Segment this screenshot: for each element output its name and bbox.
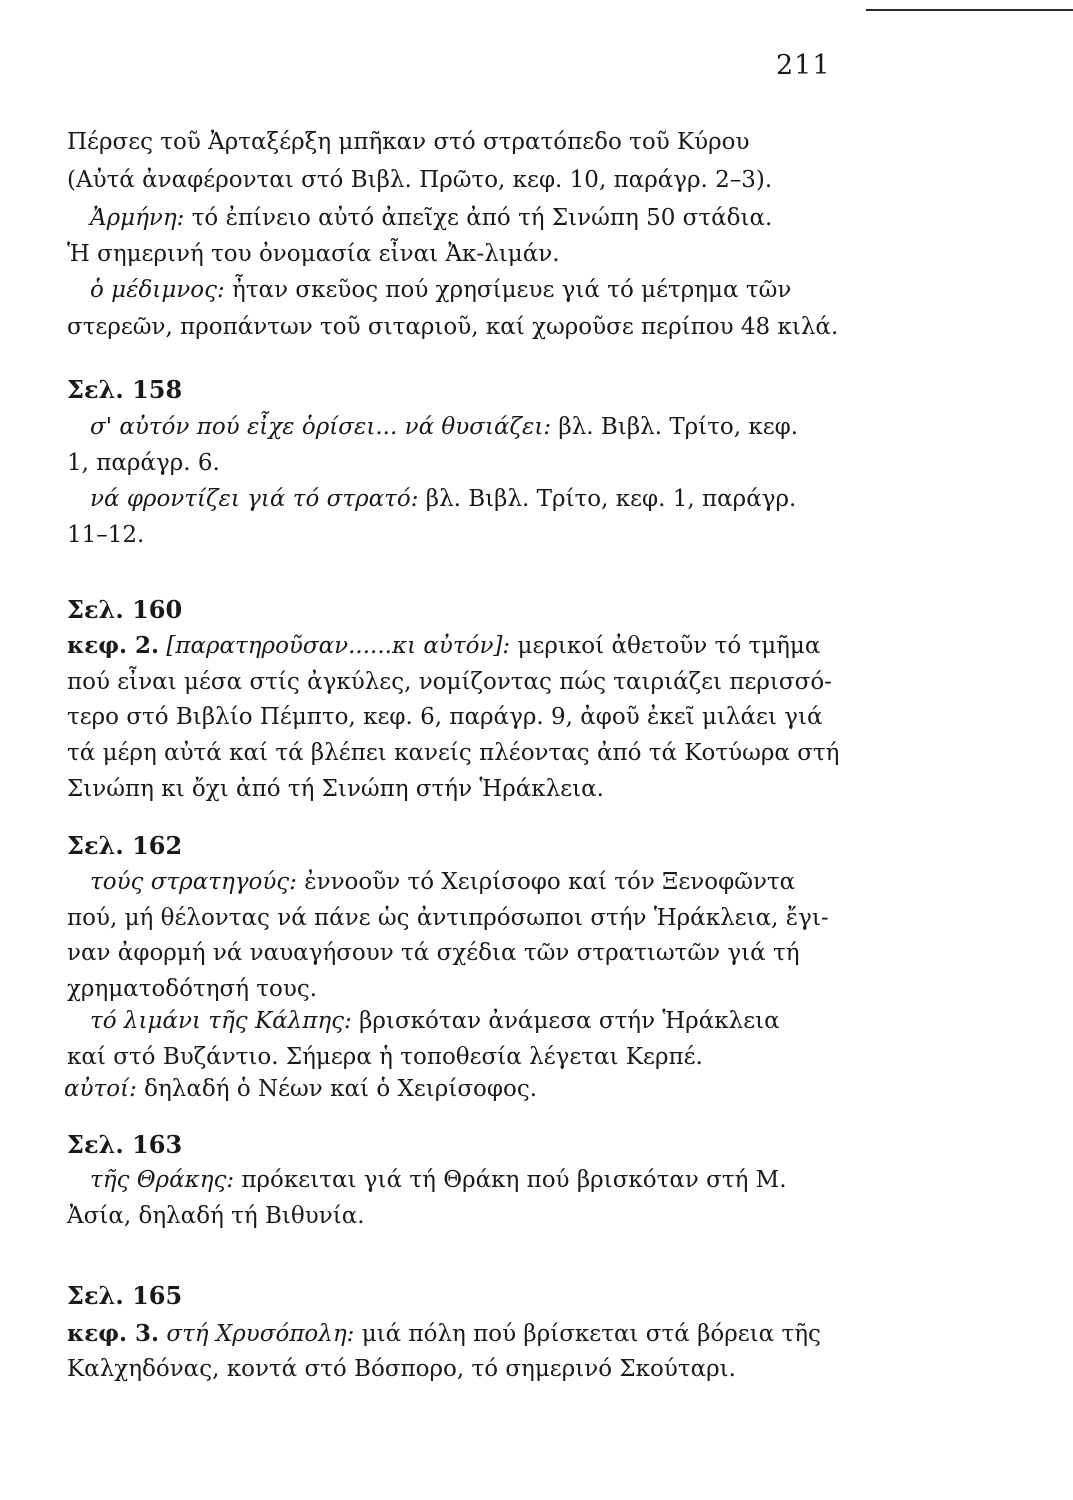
page-number: 211 (776, 50, 831, 81)
text-line: Ἀσία, δηλαδή τή Βιθυνία. (67, 1203, 365, 1229)
note-strategous (90, 870, 795, 895)
note-term: [παρατηροῦσαν......κι αὐτόν]: (166, 633, 511, 659)
section-heading-163: Σελ. 163 (67, 1130, 183, 1159)
text-line: Πέρσες τοῦ Ἀρταξέρξη μπῆκαν στό στρατόπεδο τοῦ Κύρου (67, 129, 750, 155)
note-term: τό λιμάνι τῆς Κάλπης: (90, 1008, 352, 1034)
section-heading-165: Σελ. 165 (67, 1281, 183, 1310)
text-line: στερεῶν, προπάντων τοῦ σιταριοῦ, καί χωροῦσε περίπου 48 κιλά. (67, 314, 839, 340)
note-text: μιά πόλη πού βρίσκεται στά βόρεια τῆς (361, 1321, 821, 1347)
text-line: 11–12. (67, 522, 145, 548)
text-line: χρηματοδότησή τους. (67, 976, 318, 1002)
note-text: τό ἐπίνειο αὐτό ἀπεῖχε ἀπό τή Σινώπη 50 στάδια. (191, 205, 773, 231)
note-term: τῆς Θράκης: (90, 1167, 235, 1193)
text-line: τά μέρη αὐτά καί τά βλέπει κανείς πλέοντας ἀπό τά Κοτύωρα στή (67, 740, 840, 766)
text-line: πού, μή θέλοντας νά πάνε ὡς ἀντιπρόσωποι στήν Ἡράκλεια, ἔγι- (67, 905, 829, 931)
note-term: στή Χρυσόπολη: (166, 1321, 355, 1347)
note-chrysopoli (67, 1321, 821, 1347)
note-armene (90, 206, 772, 231)
note-term: σ' αὐτόν πού εἶχε ὁρίσει... νά θυσιάζει: (90, 414, 552, 440)
section-heading-162: Σελ. 162 (67, 831, 183, 860)
note-frontizei (90, 487, 796, 512)
note-text: πρόκειται γιά τή Θράκη πού βρισκόταν στή Μ. (241, 1167, 787, 1193)
note-text: δηλαδή ὁ Νέων καί ὁ Χειρίσοφος. (144, 1076, 538, 1102)
chapter-label: κεφ. 3. (67, 1320, 160, 1347)
note-text: βλ. Βιβλ. Τρίτο, κεφ. (558, 414, 799, 440)
note-thrakes (90, 1168, 787, 1193)
note-term: νά φροντίζει γιά τό στρατό: (90, 486, 419, 512)
note-paratirousan (67, 633, 820, 659)
note-term: αὐτοί: (64, 1076, 137, 1102)
note-kalpes (90, 1009, 780, 1034)
note-thysiazei (90, 415, 798, 440)
text-line: Σινώπη κι ὄχι ἀπό τή Σινώπη στήν Ἡράκλεια. (67, 776, 604, 802)
note-term: ὁ μέδιμνος: (90, 277, 225, 303)
note-term: τούς στρατηγούς: (90, 869, 297, 895)
text-line: Καλχηδόνας, κοντά στό Βόσπορο, τό σημερινό Σκούταρι. (67, 1356, 736, 1382)
section-heading-160: Σελ. 160 (67, 595, 183, 624)
chapter-label: κεφ. 2. (67, 632, 160, 659)
text-line: Ἡ σημερινή του ὀνομασία εἶναι Ἀκ-λιμάν. (67, 241, 560, 267)
text-line: τερο στό Βιβλίο Πέμπτο, κεφ. 6, παράγρ. 9, ἀφοῦ ἐκεῖ μιλάει γιά (67, 704, 823, 730)
note-text: βρισκόταν ἀνάμεσα στήν Ἡράκλεια (359, 1008, 780, 1034)
note-autoi (64, 1077, 537, 1102)
text-line: ναν ἀφορμή νά ναυαγήσουν τά σχέδια τῶν στρατιωτῶν γιά τή (67, 940, 800, 966)
text-line: (Αὐτά ἀναφέρονται στό Βιβλ. Πρῶτο, κεφ. 10, παράγρ. 2–3). (67, 167, 773, 193)
text-line: πού εἶναι μέσα στίς ἀγκύλες, νομίζοντας πώς ταιριάζει περισσό- (67, 669, 832, 695)
note-medimnos (90, 278, 791, 303)
note-term: Ἀρμήνη: (90, 205, 185, 231)
text-line: 1, παράγρ. 6. (67, 450, 220, 476)
note-text: βλ. Βιβλ. Τρίτο, κεφ. 1, παράγρ. (425, 486, 797, 512)
note-text: μερικοί ἀθετοῦν τό τμῆμα (517, 633, 821, 659)
section-heading-158: Σελ. 158 (67, 375, 183, 404)
top-edge-rule (866, 9, 1073, 11)
note-text: ἐννοοῦν τό Χειρίσοφο καί τόν Ξενοφῶντα (304, 869, 796, 895)
note-text: ἦταν σκεῦος πού χρησίμευε γιά τό μέτρημα τῶν (232, 277, 792, 303)
text-line: καί στό Βυζάντιο. Σήμερα ἡ τοποθεσία λέγεται Κερπέ. (67, 1044, 703, 1070)
